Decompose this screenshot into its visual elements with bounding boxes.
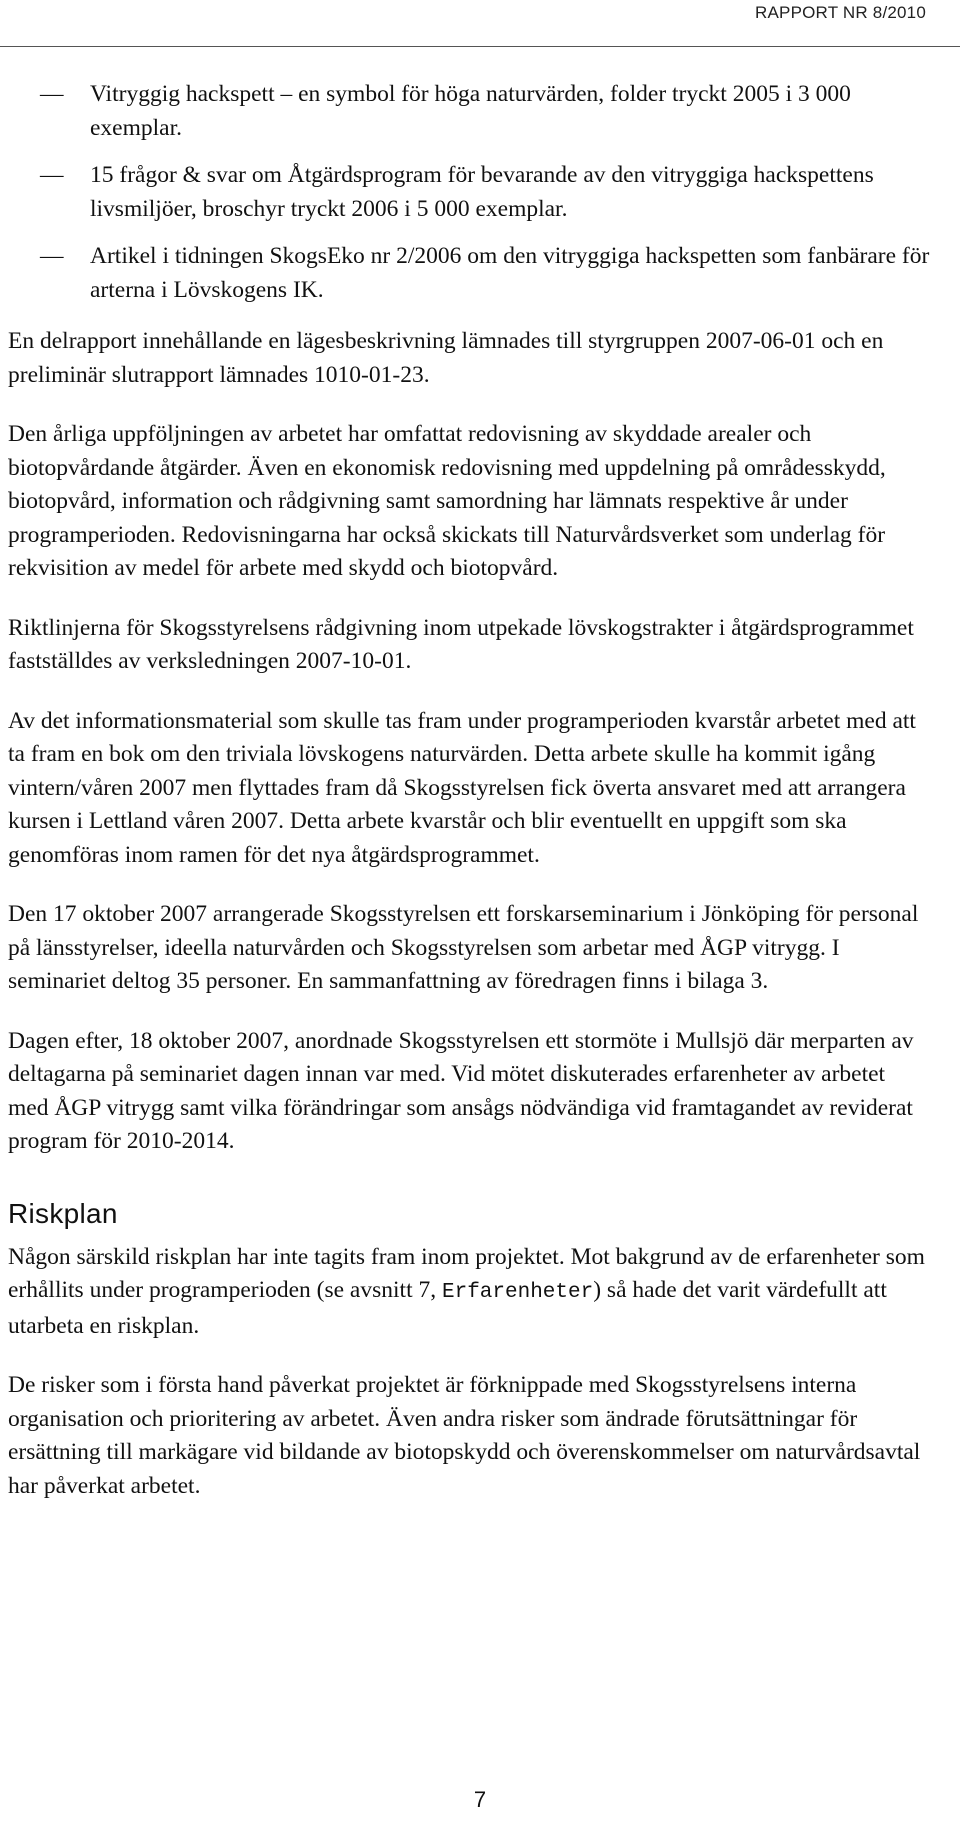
paragraph-forskarseminarium: Den 17 oktober 2007 arrangerade Skogsstyrelsen ett forskarseminarium i Jönköping för personal på länsstyrelser, ideella naturvården och Skogsstyrelsen som arbetar med ÅGP vitrygg. I seminariet deltog 35 personer. En sammanfattning av föredragen finns i bilaga 3.: [8, 901, 919, 994]
list-item-text: 15 frågor & svar om Åtgärdsprogram för bevarande av den vitryggiga hackspettens livsmiljöer, broschyr tryckt 2006 i 5 000 exemplar.: [90, 162, 874, 222]
paragraph-informationsmaterial: Av det informationsmaterial som skulle tas fram under programperioden kvarstår arbetet med att ta fram en bok om den triviala lövskogens naturvärden. Detta arbete skulle ha kommit igång vintern/våren 2007 men flyttades fram då Skogsstyrelsen fick överta ansvaret med att arrangera kursen i Lettland våren 2007. Detta arbete kvarstår och blir eventuellt en uppgift som ska genomföras inom ramen för det nya åtgärdsprogrammet.: [8, 707, 916, 868]
list-item-text: Artikel i tidningen SkogsEko nr 2/2006 om den vitryggiga hackspetten som fanbärare för arterna i Lövskogens IK.: [90, 243, 930, 303]
publication-list: [8, 78, 930, 307]
riskplan-text-start: Någon särskild riskplan har inte tagits fram inom projektet. Mot bakgrund av de erfarenheter som erhållits under programperioden (se avsnitt 7,: [8, 1243, 925, 1303]
dash-bullet: —: [40, 162, 64, 188]
paragraph-riskplan: [8, 1241, 930, 1344]
list-item: [8, 240, 930, 307]
list-item: [8, 159, 930, 226]
dash-bullet: —: [40, 243, 64, 269]
paragraph-riktlinjer: Riktlinjerna för Skogsstyrelsens rådgivning inom utpekade lövskogstrakter i åtgärdsprogrammet fastställdes av verksledningen 2007-10-01.: [8, 614, 914, 674]
list-item: [8, 78, 930, 145]
riskplan-text-end: ) så hade det varit värdefullt att utarbeta en riskplan.: [8, 1277, 887, 1339]
section-heading-riskplan: Riskplan: [8, 1197, 118, 1229]
page-header: [0, 0, 960, 47]
list-item-text: Vitryggig hackspett – en symbol för höga naturvärden, folder tryckt 2005 i 3 000 exemplar.: [90, 81, 851, 141]
paragraph-risker: De risker som i första hand påverkat projektet är förknippade med Skogsstyrelsens interna organisation och prioritering av arbetet. Även andra risker som ändrade förutsättningar för ersättning till markägare vid bildande av biotopskydd och överenskommelser om naturvårdsavtal har påverkat arbetet.: [8, 1372, 921, 1499]
paragraph-uppfoljning: Den årliga uppföljningen av arbetet har omfattat redovisning av skyddade arealer och biotopvårdande åtgärder. Även en ekonomisk redovisning med uppdelning på områdesskydd, biotopvård, information och rådgivning samt samordning har lämnats respektive år under programperioden. Redovisningarna har också skickats till Naturvårdsverket som underlag för rekvisition av medel för arbete med skydd och biotopvård.: [8, 421, 886, 581]
page-number: 7: [473, 1787, 487, 1812]
section-reference: Erfarenheter: [441, 1281, 594, 1304]
paragraph-delrapport: En delrapport innehållande en lägesbeskrivning lämnades till styrgruppen 2007-06-01 och en preliminär slutrapport lämnades 1010-01-23.: [8, 328, 884, 388]
paragraph-stormote: Dagen efter, 18 oktober 2007, anordnade Skogsstyrelsen ett stormöte i Mullsjö där merparten av deltagarna på seminariet dagen innan var med. Vid mötet diskuterades erfarenheter av arbetet med ÅGP vitrygg samt vilka förändringar som ansågs nödvändiga vid framtagandet av reviderat program för 2010-2014.: [8, 1027, 914, 1154]
page-content: [8, 78, 930, 1529]
dash-bullet: —: [40, 81, 64, 107]
report-number: RAPPORT NR 8/2010: [755, 3, 926, 22]
